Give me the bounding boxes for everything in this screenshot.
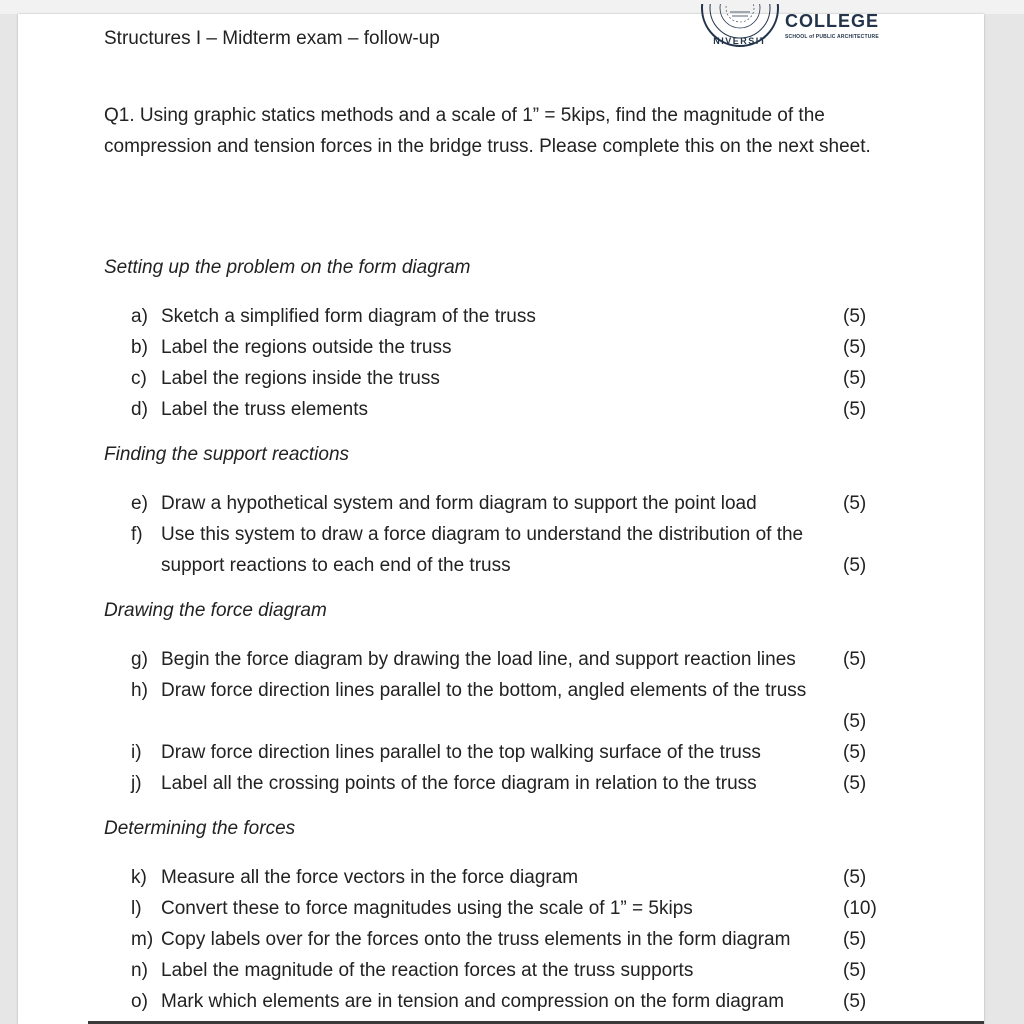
item-letter: f) bbox=[131, 524, 143, 545]
item-letter: n) bbox=[131, 960, 148, 981]
section-title: Determining the forces bbox=[104, 818, 296, 839]
item-points: (5) bbox=[843, 493, 867, 514]
list-item bbox=[131, 519, 881, 550]
item-points: (5) bbox=[843, 773, 867, 794]
question-text: Q1. Using graphic statics methods and a scale of 1” = 5kips, find the magnitude of the compression and tension forces in the bridge truss. Please complete this on the next sheet. bbox=[104, 105, 871, 157]
item-letter: d) bbox=[131, 399, 148, 420]
item-points: (5) bbox=[843, 929, 867, 950]
list-item bbox=[131, 986, 881, 1017]
list-item bbox=[131, 394, 881, 425]
item-text: Mark which elements are in tension and compression on the form diagram bbox=[161, 991, 785, 1012]
item-points: (5) bbox=[843, 991, 867, 1012]
item-text: Draw a hypothetical system and form diagram to support the point load bbox=[161, 493, 757, 514]
item-letter: c) bbox=[131, 368, 147, 389]
list-item bbox=[131, 893, 881, 924]
item-text: Copy labels over for the forces onto the truss elements in the form diagram bbox=[161, 929, 791, 950]
item-text: Draw force direction lines parallel to the top walking surface of the truss bbox=[161, 742, 761, 763]
section-title: Drawing the force diagram bbox=[104, 600, 327, 621]
page-title: Structures I – Midterm exam – follow-up bbox=[104, 28, 440, 49]
item-text: Label the magnitude of the reaction forces at the truss supports bbox=[161, 960, 694, 981]
list-item bbox=[131, 644, 881, 675]
list-item bbox=[131, 332, 881, 363]
item-letter: a) bbox=[131, 306, 148, 327]
viewer-right-margin bbox=[984, 14, 1024, 1024]
item-letter: g) bbox=[131, 649, 148, 670]
item-letter: b) bbox=[131, 337, 148, 358]
list-item bbox=[131, 737, 881, 768]
item-letter: m) bbox=[131, 929, 154, 950]
item-points: (5) bbox=[843, 960, 867, 981]
item-text: Label the regions outside the truss bbox=[161, 337, 452, 358]
item-letter: h) bbox=[131, 680, 148, 701]
logo-school-text: SCHOOL of PUBLIC ARCHITECTURE bbox=[785, 34, 879, 40]
logo-college-text: COLLEGE bbox=[785, 11, 880, 31]
item-points: (5) bbox=[843, 742, 867, 763]
item-points: (5) bbox=[843, 306, 867, 327]
item-letter: k) bbox=[131, 867, 147, 888]
item-points: (10) bbox=[843, 898, 877, 919]
list-item bbox=[131, 955, 881, 986]
list-item bbox=[131, 924, 881, 955]
list-item bbox=[131, 488, 881, 519]
item-text: Measure all the force vectors in the force diagram bbox=[161, 867, 579, 888]
item-points: (5) bbox=[843, 337, 867, 358]
item-text: Draw force direction lines parallel to the bottom, angled elements of the truss bbox=[161, 680, 807, 701]
university-seal-logo bbox=[700, 4, 780, 48]
item-text-continuation: support reactions to each end of the truss bbox=[161, 555, 511, 576]
section-title: Finding the support reactions bbox=[104, 444, 350, 465]
list-item bbox=[131, 363, 881, 394]
list-item bbox=[131, 301, 881, 332]
item-text: Begin the force diagram by drawing the load line, and support reaction lines bbox=[161, 649, 796, 670]
viewer-left-margin bbox=[0, 14, 18, 1024]
item-text: Label the regions inside the truss bbox=[161, 368, 440, 389]
item-text: Sketch a simplified form diagram of the truss bbox=[161, 306, 536, 327]
svg-text:NIVERSIT: NIVERSIT bbox=[713, 36, 767, 46]
item-points: (5) bbox=[843, 399, 867, 420]
item-letter: i) bbox=[131, 742, 142, 763]
list-item bbox=[131, 768, 881, 799]
list-item bbox=[131, 862, 881, 893]
section-title: Setting up the problem on the form diagram bbox=[104, 257, 471, 278]
item-points: (5) bbox=[843, 555, 867, 576]
list-item bbox=[131, 675, 881, 706]
item-letter: e) bbox=[131, 493, 148, 514]
item-points: (5) bbox=[843, 711, 867, 732]
item-letter: l) bbox=[131, 898, 142, 919]
item-letter: j) bbox=[131, 773, 142, 794]
item-text: Label the truss elements bbox=[161, 399, 369, 420]
item-text: Use this system to draw a force diagram to understand the distribution of the bbox=[161, 524, 804, 545]
item-points: (5) bbox=[843, 368, 867, 389]
item-text: Convert these to force magnitudes using the scale of 1” = 5kips bbox=[161, 898, 693, 919]
item-points: (5) bbox=[843, 867, 867, 888]
item-points: (5) bbox=[843, 649, 867, 670]
item-text: Label all the crossing points of the force diagram in relation to the truss bbox=[161, 773, 757, 794]
item-letter: o) bbox=[131, 991, 148, 1012]
